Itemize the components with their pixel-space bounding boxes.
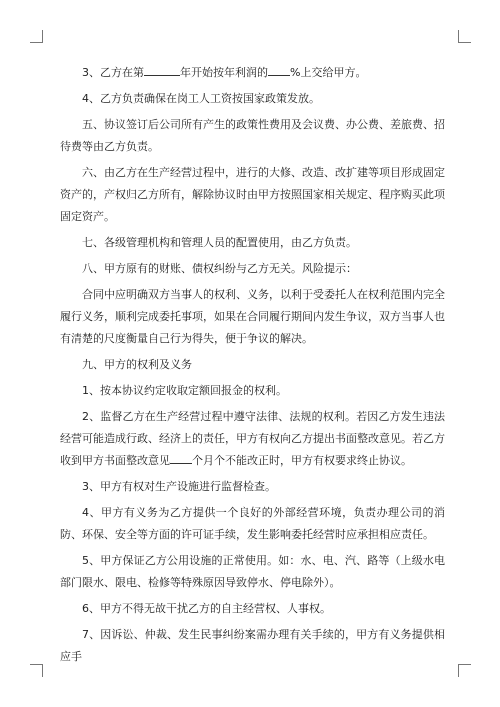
paragraph: 七、各级管理机构和管理人员的配置使用，由乙方负责。 — [82, 236, 357, 249]
paragraph: 5、甲方保证乙方公用设施的正常使用。如：水、电、汽、路等（上级水电部门限水、限电、检修等特殊原因导致停水、停电除外）。 — [60, 554, 445, 589]
paragraph-text: 2、监督乙方在生产经营过程中遵守法律、法规的权利。若因乙方发生违法经营可能造成行政、经济上的责任，甲方有权向乙方提出书面整改意见。若乙方收到甲方书面整改意见 — [60, 410, 445, 467]
section-heading: 九、甲方的权利及义务 — [82, 358, 192, 371]
fill-blank[interactable] — [268, 63, 290, 76]
fill-blank[interactable] — [170, 451, 192, 464]
crop-mark-bottom-left — [30, 664, 43, 677]
paragraph: 3、甲方有权对生产设施进行监督检查。 — [82, 480, 276, 493]
paragraph: 4、甲方有义务为乙方提供一个良好的外部经营环境，负责办理公司的消防、环保、安全等方面的许可证手续，发生影响委托经营时应承担相应责任。 — [60, 506, 445, 541]
paragraph: 1、按本协议约定收取定额回报金的权利。 — [82, 384, 287, 397]
paragraph: 4、乙方负责确保在岗工人工资按国家政策发放。 — [82, 92, 320, 105]
paragraph: 6、甲方不得无故干扰乙方的自主经营权、人事权。 — [82, 602, 331, 615]
crop-mark-bottom-right — [458, 664, 471, 677]
paragraph: 合同中应明确双方当事人的权利、义务，以利于受委托人在权利范围内完全履行义务，顺利完成委托事项，如果在合同履行期间内发生争议，双方当事人也有清楚的尺度衡量自己行为得失，便于争议的解决。 — [60, 288, 445, 345]
paragraph-text: 年开始按年利润的 — [180, 66, 268, 79]
paragraph — [60, 406, 445, 472]
paragraph: 六、由乙方在生产经营过程中，进行的大修、改造、改扩建等项目形成固定资产的，产权归乙方所有，解除协议时由甲方按照国家相关规定、程序购买此项固定资产。 — [60, 166, 445, 223]
fill-blank[interactable] — [144, 63, 180, 76]
crop-mark-top-right — [458, 30, 471, 43]
paragraph: 7、因诉讼、仲裁、发生民事纠纷案需办理有关手续的，甲方有义务提供相应手 — [60, 628, 445, 663]
paragraph-text: %上交给甲方。 — [290, 66, 367, 79]
document-body — [60, 62, 445, 672]
paragraph: 五、协议签订后公司所有产生的政策性费用及会议费、办公费、差旅费、招待费等由乙方负责。 — [60, 118, 445, 153]
paragraph: 八、甲方原有的财账、债权纠纷与乙方无关。风险提示： — [82, 262, 357, 275]
paragraph-text: 个月个不能改正时，甲方有权要求终止协议。 — [192, 454, 412, 467]
paragraph-text: 3、乙方在第 — [82, 66, 144, 79]
crop-mark-top-left — [30, 30, 43, 43]
paragraph — [60, 62, 445, 84]
